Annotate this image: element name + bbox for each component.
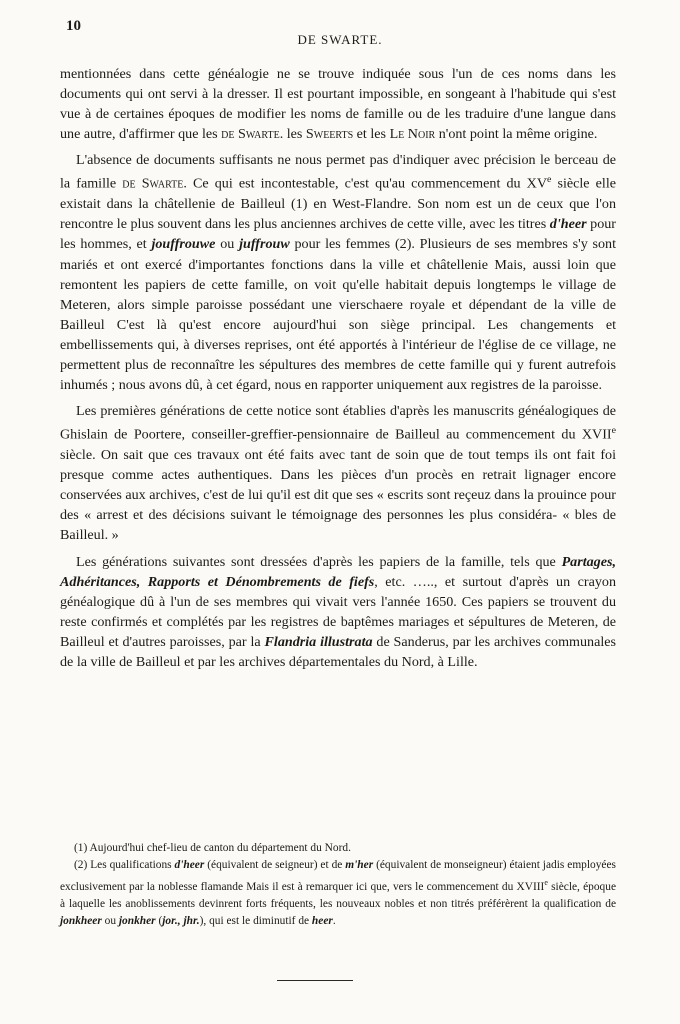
end-rule <box>277 980 353 981</box>
text-run: heer <box>311 914 333 927</box>
text-run: Le Noir <box>389 126 436 143</box>
text-run: d'heer <box>174 859 205 871</box>
text-run: jor., jhr. <box>162 914 200 927</box>
footnote: (2) Les qualifications d'heer (équivalent de seigneur) et de m'her (équivalent de monseigneur) étaient jadis employées exclusivement par la noblesse flamande Mais il est à remarquer ici que, vers le commencement du XVIIIe siècle, époque à laquelle les anoblissements devinrent forts fréquents, les nouveaux nobles et non titrés préférèrent la qualification de jonkheer ou jonkher (jor., jhr.), qui est le diminutif de heer. <box>60 859 616 927</box>
text-run: de Swarte <box>122 176 184 193</box>
paragraph: L'absence de documents suffisants ne nous permet pas d'indiquer avec précision le berceau de la famille de Swarte. Ce qui est incontestable, c'est qu'au commencement du XVe siècle elle existait dans la châtellenie de Bailleul (1) en West-Flandre. Son nom est un de ceux que l'on rencontre le plus souvent dans les plus anciennes archives de cette ville, avec les titres d'heer pour les hommes, et jouffrouwe ou juffrouw pour les femmes (2). Plusieurs de ses membres s'y sont mariés et ont exercé d'importantes fonctions dans la ville et châtellenie Mais, aussi loin que remontent les papiers de cette famille, on voit qu'elle habitait depuis longtemps le village de Meteren, alors simple paroisse possédant une vierschaere royale et dépendant de la ville de Bailleul C'est là qu'est encore aujourd'hui son siège principal. Les changements et embellissements qui, à diverses reprises, ont été apportés à l'intérieur de l'église de ce village, ne permettent plus de reconnaître les sépultures des membres de cette famille qui y furent autrefois inhumés ; nous avons dû, à cet égard, nous en rapporter uniquement aux registres de la paroisse. <box>60 152 617 394</box>
text-run: e <box>611 425 616 437</box>
footnote: (1) Aujourd'hui chef-lieu de canton du département du Nord. <box>74 842 351 854</box>
text-run: juffrouw <box>239 236 290 253</box>
text-run: de Swarte <box>221 126 280 143</box>
text-run: Partages, Adhéritances, Rapports et Dénombrements de fiefs <box>60 553 616 590</box>
text-run: Flandria illustrata <box>264 633 373 650</box>
page-number: 10 <box>66 18 81 34</box>
body-text <box>60 64 616 678</box>
paragraph: Les premières générations de cette notice sont établies d'après les manuscrits généalogiques de Ghislain de Poortere, conseiller-greffier-pensionnaire de Bailleul au commencement du XVIIe siècle. On sait que ces travaux ont été faits avec tant de soin que de tout temps ils ont fait foi presque comme actes authentiques. Dans les pièces d'un procès en retrait lignager encore conservées aux archives, c'est de lui qu'il est dit que ses « escrits sont reçeuz dans la prouince pour des « arrest et des décisions suivant le témoignage des personnes les plus considéra- « bles de Bailleul. » <box>60 403 616 544</box>
running-head: DE SWARTE. <box>297 32 383 47</box>
text-run: jonkheer <box>60 914 102 927</box>
footnotes <box>60 840 616 930</box>
text-run: jonkher <box>118 914 156 927</box>
paragraph: Les générations suivantes sont dressées d'après les papiers de la famille, tels que Partages, Adhéritances, Rapports et Dénombrements de fiefs, etc. ….., et surtout d'après un crayon généalogique dû à l'un de ses membres qui vivait vers l'année 1650. Ces papiers se trouvent du reste confirmés et complétés par les registres de baptêmes mariages et sépultures de Meteren, de Bailleul et d'autres paroisses, par la Flandria illustrata de Sanderus, par les archives communales de la ville de Bailleul et par les archives départementales du Nord, à Lille. <box>60 553 616 670</box>
text-run: e <box>544 878 548 887</box>
text-run: d'heer <box>549 216 587 233</box>
text-run: jouffrouwe <box>151 236 216 253</box>
text-run: e <box>547 174 552 186</box>
paragraph: mentionnées dans cette généalogie ne se trouve indiquée sous l'un de ces noms dans les documents qui ont servi à la dresser. Il est pourtant impossible, en songeant à l'habitude qui s'est vue à de certaines époques de modifier les noms de famille ou de les traduire d'une langue dans une autre, d'affirmer que les de Swarte. les Sweerts et les Le Noir n'ont point la même origine. <box>60 66 616 143</box>
text-run: Sweerts <box>305 126 354 143</box>
text-run: m'her <box>345 859 374 871</box>
